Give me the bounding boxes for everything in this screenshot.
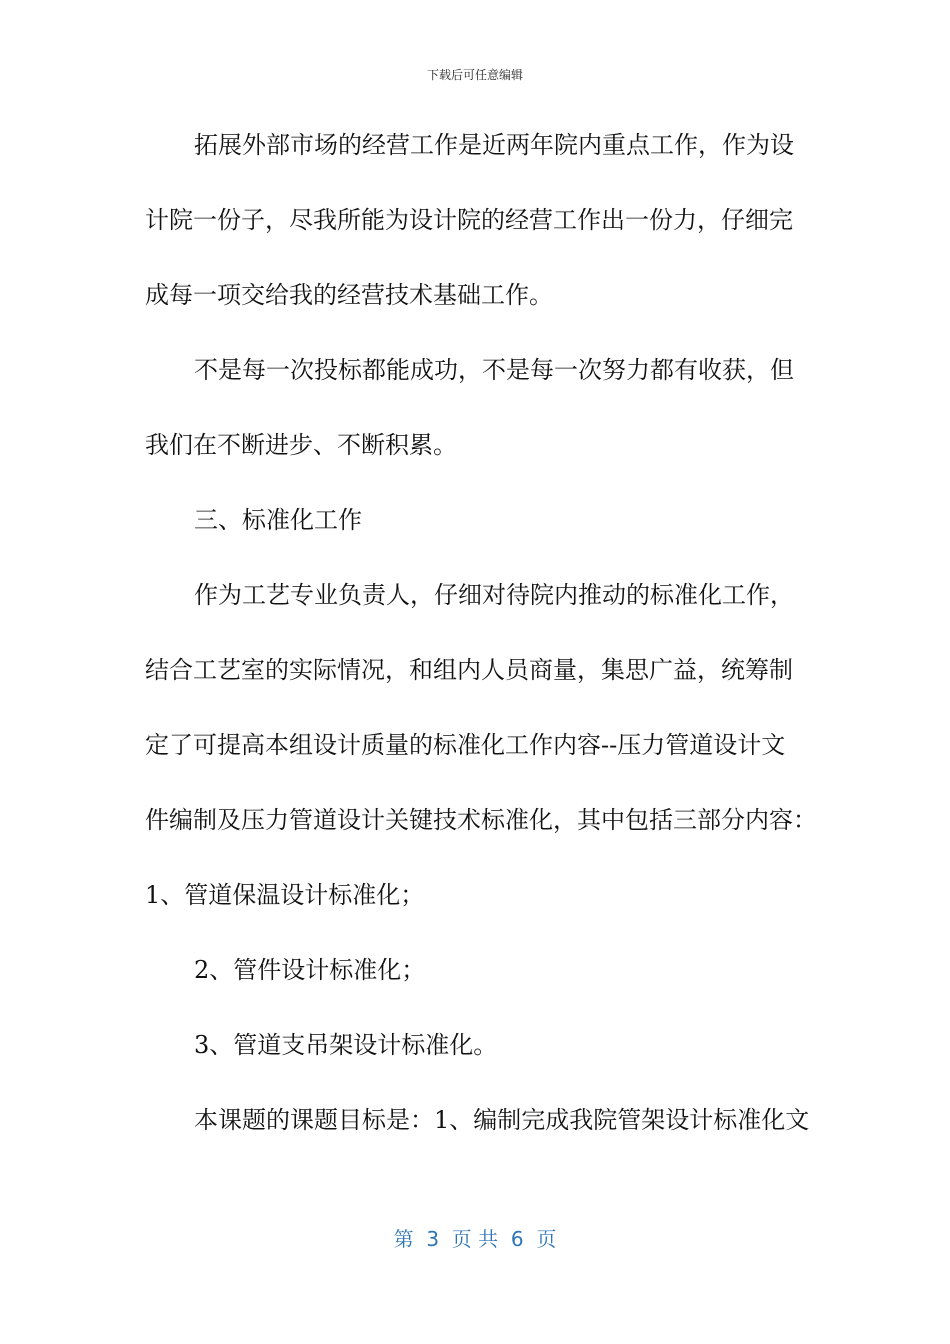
paragraph-line: 不是每一次投标都能成功，不是每一次努力都有收获，但	[194, 356, 794, 384]
paragraph-line: 本课题的课题目标是：1、编制完成我院管架设计标准化文	[194, 1106, 810, 1134]
list-item: 1、管道保温设计标准化；	[145, 881, 425, 909]
paragraph-line: 计院一份子，尽我所能为设计院的经营工作出一份力，仔细完	[145, 206, 793, 234]
header-note: 下载后可任意编辑	[426, 68, 523, 82]
paragraph-line: 成每一项交给我的经营技术基础工作。	[145, 281, 553, 309]
list-item: 2、管件设计标准化；	[194, 956, 426, 984]
paragraph-line: 结合工艺室的实际情况，和组内人员商量，集思广益，统筹制	[145, 656, 793, 684]
paragraph-line: 定了可提高本组设计质量的标准化工作内容--压力管道设计文	[145, 731, 786, 759]
paragraph-line: 拓展外部市场的经营工作是近两年院内重点工作，作为设	[194, 131, 794, 159]
section-heading: 三、标准化工作	[194, 506, 362, 534]
list-item: 3、管道支吊架设计标准化。	[194, 1031, 498, 1059]
paragraph-line: 作为工艺专业负责人，仔细对待院内推动的标准化工作，	[194, 581, 794, 609]
page-number-footer: 第 3 页 共 6 页	[393, 1227, 557, 1251]
paragraph-line: 我们在不断进步、不断积累。	[145, 431, 457, 459]
paragraph-line: 件编制及压力管道设计关键技术标准化，其中包括三部分内容：	[145, 806, 817, 834]
